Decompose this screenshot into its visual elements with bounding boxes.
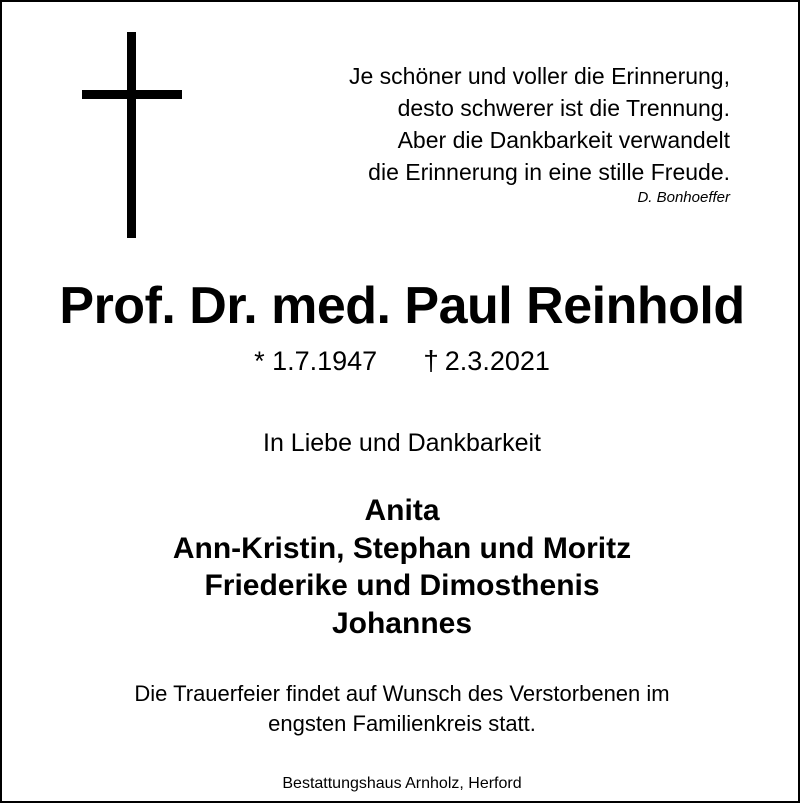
death-date: 2.3.2021 (444, 346, 550, 376)
mourner-line: Friederike und Dimosthenis (204, 569, 600, 602)
quote-line: Je schöner und voller die Erinnerung, (348, 63, 730, 89)
quote-line: die Erinnerung in eine stille Freude. (368, 159, 730, 185)
quote-block (349, 60, 730, 208)
quote-line: Aber die Dankbarkeit verwandelt (397, 127, 730, 153)
tribute-line: In Liebe und Dankbarkeit (263, 429, 541, 457)
dagger-icon: † (423, 345, 439, 376)
mourner-line: Anita (364, 494, 440, 527)
cross-icon (82, 32, 182, 238)
funeral-home: Bestattungshaus Arnholz, Herford (282, 775, 522, 792)
mourner-line: Ann-Kristin, Stephan und Moritz (172, 531, 632, 565)
quote-line: desto schwerer ist die Trennung. (397, 95, 730, 121)
funeral-notice (2, 679, 800, 739)
deceased-name: Prof. Dr. med. Paul Reinhold (59, 277, 745, 335)
life-dates (2, 343, 800, 379)
mourner-line: Johannes (331, 606, 473, 640)
birth-date: * 1.7.1947 (254, 346, 378, 376)
notice-line: engsten Familienkreis statt. (268, 711, 536, 736)
quote-author: D. Bonhoeffer (637, 189, 730, 206)
mourners-list (2, 492, 800, 642)
notice-line: Die Trauerfeier findet auf Wunsch des Verstorbenen im (134, 681, 670, 706)
